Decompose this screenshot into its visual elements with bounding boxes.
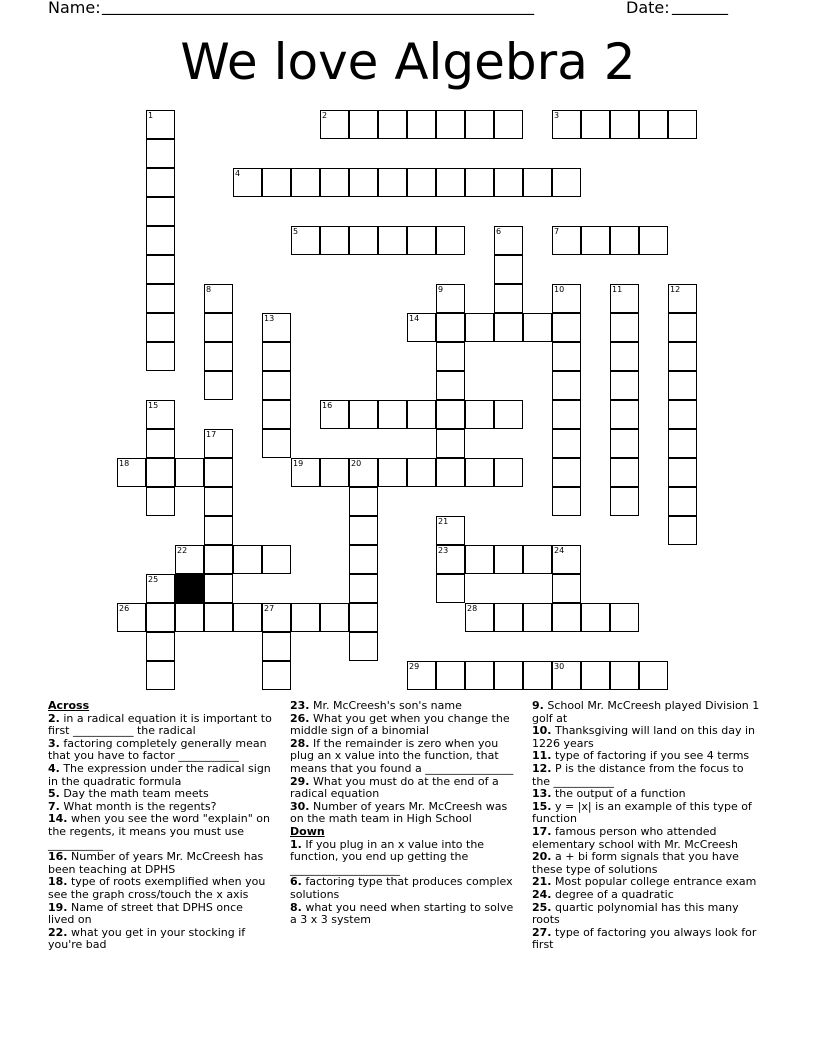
clue-text: type of factoring you always look for first	[532, 925, 757, 952]
clue-number-label: 4.	[48, 761, 60, 775]
crossword-cell[interactable]	[552, 429, 581, 458]
crossword-cell[interactable]	[436, 574, 465, 603]
crossword-cell[interactable]	[262, 603, 291, 632]
clue-number: 2	[322, 111, 328, 120]
crossword-cell[interactable]	[552, 284, 581, 313]
clue-item	[290, 902, 516, 927]
crossword-cell[interactable]	[610, 313, 639, 342]
crossword-cell[interactable]	[349, 226, 378, 255]
clue-item	[48, 763, 272, 788]
clue-number: 14	[409, 314, 420, 323]
clue-text: Number of years Mr. McCreesh was on the math team in High School	[290, 799, 508, 826]
crossword-cell[interactable]	[436, 429, 465, 458]
crossword-cell[interactable]	[552, 545, 581, 574]
crossword-cell[interactable]	[378, 110, 407, 139]
crossword-cell[interactable]	[117, 603, 146, 632]
crossword-cell[interactable]	[494, 226, 523, 255]
crossword-cell[interactable]	[146, 632, 175, 661]
clue-item	[48, 738, 272, 763]
clue-item	[532, 902, 764, 927]
crossword-cell[interactable]	[291, 226, 320, 255]
clue-number-label: 25.	[532, 900, 552, 914]
crossword-cell[interactable]	[407, 400, 436, 429]
clue-text: Day the math team meets	[59, 787, 209, 801]
crossword-cell[interactable]	[668, 429, 697, 458]
crossword-cell[interactable]	[581, 110, 610, 139]
clue-number: 8	[206, 285, 212, 294]
crossword-cell[interactable]	[233, 168, 262, 197]
clue-number: 22	[177, 546, 188, 555]
crossword-cell[interactable]	[320, 400, 349, 429]
clue-number: 30	[554, 662, 565, 671]
crossword-cell[interactable]	[204, 487, 233, 516]
crossword-cell[interactable]	[610, 400, 639, 429]
crossword-cell[interactable]	[581, 661, 610, 690]
clue-item	[48, 851, 272, 876]
crossword-cell[interactable]	[378, 168, 407, 197]
crossword-cell[interactable]	[552, 661, 581, 690]
crossword-cell[interactable]	[465, 545, 494, 574]
clue-item	[532, 927, 764, 952]
crossword-cell[interactable]	[494, 458, 523, 487]
crossword-cell[interactable]	[465, 110, 494, 139]
crossword-cell[interactable]	[494, 313, 523, 342]
crossword-cell[interactable]	[552, 110, 581, 139]
crossword-cell[interactable]	[523, 603, 552, 632]
clue-text: what you need when starting to solve a 3 x 3 system	[290, 900, 514, 927]
crossword-cell[interactable]	[349, 632, 378, 661]
crossword-cell[interactable]	[146, 226, 175, 255]
clue-item	[290, 776, 516, 801]
crossword-cell[interactable]	[349, 603, 378, 632]
crossword-cell[interactable]	[349, 516, 378, 545]
crossword-cell[interactable]	[204, 371, 233, 400]
clue-number-label: 20.	[532, 850, 552, 864]
name-label: Name:	[48, 0, 101, 17]
clue-text: The expression under the radical sign in the quadratic formula	[48, 761, 271, 788]
clue-number: 29	[409, 662, 420, 671]
crossword-cell[interactable]	[494, 255, 523, 284]
crossword-cell[interactable]	[320, 226, 349, 255]
crossword-cell[interactable]	[291, 603, 320, 632]
crossword-cell[interactable]	[668, 284, 697, 313]
crossword-cell[interactable]	[291, 168, 320, 197]
crossword-cell[interactable]	[146, 458, 175, 487]
clue-item	[48, 876, 272, 901]
crossword-cell[interactable]	[523, 661, 552, 690]
crossword-cell[interactable]	[320, 458, 349, 487]
crossword-cell[interactable]	[204, 284, 233, 313]
crossword-cell[interactable]	[349, 574, 378, 603]
crossword-cell[interactable]	[262, 342, 291, 371]
crossword-cell[interactable]	[581, 603, 610, 632]
crossword-cell[interactable]	[407, 110, 436, 139]
clue-item	[290, 713, 516, 738]
clue-number: 24	[554, 546, 565, 555]
clue-number-label: 22.	[48, 925, 68, 939]
clue-number-label: 2.	[48, 711, 60, 725]
clue-number: 18	[119, 459, 130, 468]
crossword-cell[interactable]	[262, 632, 291, 661]
crossword-cell[interactable]	[668, 516, 697, 545]
crossword-cell[interactable]	[668, 400, 697, 429]
crossword-cell[interactable]	[146, 603, 175, 632]
clue-text: Most popular college entrance exam	[551, 875, 757, 889]
clue-number-label: 15.	[532, 799, 552, 813]
clue-number: 15	[148, 401, 159, 410]
clue-text: P is the distance from the focus to the ___________	[532, 761, 744, 788]
clue-number-label: 10.	[532, 724, 552, 738]
crossword-cell[interactable]	[407, 458, 436, 487]
crossword-cell[interactable]	[407, 168, 436, 197]
clue-number-label: 23.	[290, 699, 310, 712]
crossword-cell[interactable]	[494, 545, 523, 574]
clue-number: 10	[554, 285, 565, 294]
clue-item	[290, 738, 516, 776]
crossword-cell[interactable]	[204, 574, 233, 603]
clue-number-label: 6.	[290, 875, 302, 889]
crossword-cell[interactable]	[610, 458, 639, 487]
crossword-cell[interactable]	[204, 603, 233, 632]
crossword-cell[interactable]	[494, 661, 523, 690]
crossword-cell[interactable]	[668, 110, 697, 139]
clue-number-label: 26.	[290, 711, 310, 725]
clue-item	[48, 713, 272, 738]
crossword-cell[interactable]	[204, 342, 233, 371]
crossword-cell[interactable]	[204, 313, 233, 342]
crossword-cell[interactable]	[407, 226, 436, 255]
crossword-cell[interactable]	[552, 487, 581, 516]
clue-text: what you get in your stocking if you're bad	[48, 925, 246, 952]
crossword-cell[interactable]	[407, 313, 436, 342]
crossword-cell[interactable]	[552, 603, 581, 632]
name-field[interactable]: ______________________________________________________	[102, 0, 534, 15]
clues-column-1	[48, 700, 272, 952]
crossword-cell[interactable]	[146, 400, 175, 429]
clues-column-2	[290, 700, 516, 927]
crossword-cell[interactable]	[639, 110, 668, 139]
crossword-cell[interactable]	[668, 342, 697, 371]
clue-text: in a radical equation it is important to first ___________ the radical	[48, 711, 272, 738]
crossword-cell[interactable]	[436, 400, 465, 429]
crossword-cell[interactable]	[465, 458, 494, 487]
crossword-cell[interactable]	[552, 371, 581, 400]
clue-item	[532, 851, 764, 876]
clue-text: If you plug in an x value into the function, you end up getting the ____________________	[290, 837, 485, 876]
clue-text: type of factoring if you see 4 terms	[551, 749, 750, 763]
clue-number-label: 21.	[532, 875, 552, 889]
clue-section-header: Across	[48, 699, 90, 712]
clue-item	[48, 813, 272, 851]
crossword-cell[interactable]	[436, 226, 465, 255]
clue-number: 19	[293, 459, 304, 468]
crossword-cell[interactable]	[610, 661, 639, 690]
crossword-cell[interactable]	[668, 371, 697, 400]
clue-text: quartic polynomial has this many roots	[532, 900, 739, 927]
clue-text: degree of a quadratic	[551, 887, 674, 901]
clue-number-label: 18.	[48, 875, 68, 889]
crossword-cell[interactable]	[523, 168, 552, 197]
clue-text: a + bi form signals that you have these type of solutions	[532, 850, 739, 876]
clue-number: 9	[438, 285, 444, 294]
crossword-cell[interactable]	[552, 342, 581, 371]
clue-item	[48, 902, 272, 927]
crossword-cell[interactable]	[436, 313, 465, 342]
crossword-cell[interactable]	[494, 284, 523, 313]
crossword-cell[interactable]	[668, 487, 697, 516]
clue-number: 12	[670, 285, 681, 294]
crossword-cell[interactable]	[610, 603, 639, 632]
crossword-cell[interactable]	[610, 110, 639, 139]
crossword-cell[interactable]	[320, 603, 349, 632]
crossword-cell[interactable]	[552, 313, 581, 342]
crossword-cell[interactable]	[436, 110, 465, 139]
crossword-cell[interactable]	[146, 197, 175, 226]
crossword-cell[interactable]	[146, 487, 175, 516]
clue-text: Mr. McCreesh's son's name	[309, 699, 462, 712]
clue-item	[290, 801, 516, 826]
crossword-cell[interactable]	[146, 284, 175, 313]
clue-text: factoring completely generally mean that you have to factor ___________	[48, 736, 267, 763]
crossword-cell[interactable]	[146, 110, 175, 139]
crossword-cell[interactable]	[349, 458, 378, 487]
crossword-cell[interactable]	[494, 168, 523, 197]
crossword-cell[interactable]	[233, 603, 262, 632]
clue-number-label: 30.	[290, 799, 310, 813]
clue-number: 16	[322, 401, 333, 410]
clue-number: 25	[148, 575, 159, 584]
clue-number-label: 11.	[532, 749, 552, 763]
crossword-cell[interactable]	[146, 313, 175, 342]
clue-number: 5	[293, 227, 299, 236]
clue-number-label: 13.	[532, 787, 552, 801]
crossword-cell[interactable]	[175, 603, 204, 632]
crossword-cell[interactable]	[610, 226, 639, 255]
crossword-cell[interactable]	[378, 400, 407, 429]
clue-number: 11	[612, 285, 623, 294]
crossword-cell[interactable]	[436, 516, 465, 545]
crossword-cell[interactable]	[668, 313, 697, 342]
crossword-cell[interactable]	[610, 284, 639, 313]
clue-number: 21	[438, 517, 449, 526]
crossword-cell[interactable]	[204, 458, 233, 487]
crossword-cell[interactable]	[552, 458, 581, 487]
clue-number-label: 7.	[48, 799, 60, 813]
clue-text: Thanksgiving will land on this day in 1226 years	[532, 724, 755, 750]
crossword-cell[interactable]	[349, 110, 378, 139]
date-label: Date:	[626, 0, 670, 17]
crossword-cell[interactable]	[639, 226, 668, 255]
crossword-cell[interactable]	[349, 400, 378, 429]
crossword-cell[interactable]	[146, 429, 175, 458]
clue-number: 17	[206, 430, 217, 439]
clue-number-label: 14.	[48, 812, 68, 826]
clue-number-label: 8.	[290, 900, 302, 914]
crossword-cell[interactable]	[146, 139, 175, 168]
clue-number: 26	[119, 604, 130, 613]
crossword-cell[interactable]	[494, 110, 523, 139]
crossword-cell[interactable]	[320, 168, 349, 197]
crossword-cell[interactable]	[465, 603, 494, 632]
clue-text: y = |x| is an example of this type of function	[532, 799, 752, 826]
crossword-cell[interactable]	[262, 313, 291, 342]
crossword-cell[interactable]	[349, 545, 378, 574]
crossword-cell[interactable]	[204, 545, 233, 574]
crossword-cell[interactable]	[436, 342, 465, 371]
clue-item	[290, 839, 516, 877]
crossword-cell[interactable]	[349, 487, 378, 516]
clue-item	[48, 927, 272, 952]
clue-item	[532, 763, 764, 788]
clue-number-label: 16.	[48, 850, 68, 864]
crossword-cell[interactable]	[175, 458, 204, 487]
crossword-cell[interactable]	[262, 371, 291, 400]
crossword-cell[interactable]	[320, 110, 349, 139]
crossword-cell[interactable]	[204, 429, 233, 458]
crossword-cell[interactable]	[291, 458, 320, 487]
clue-text: when you see the word "explain" on the regents, it means you must use __________	[48, 812, 270, 851]
clue-item	[532, 801, 764, 826]
crossword-cell[interactable]	[262, 661, 291, 690]
crossword-cell[interactable]	[436, 168, 465, 197]
crossword-cell[interactable]	[465, 661, 494, 690]
crossword-cell[interactable]	[465, 168, 494, 197]
clue-number: 4	[235, 169, 241, 178]
crossword-cell[interactable]	[668, 458, 697, 487]
page-title: We love Algebra 2	[180, 33, 636, 91]
crossword-cell[interactable]	[262, 400, 291, 429]
crossword-cell[interactable]	[552, 574, 581, 603]
clue-number-label: 29.	[290, 774, 310, 788]
crossword-cell[interactable]	[146, 255, 175, 284]
clue-item	[290, 876, 516, 901]
crossword-cell[interactable]	[349, 168, 378, 197]
clue-number: 28	[467, 604, 478, 613]
crossword-cell[interactable]	[523, 313, 552, 342]
crossword-cell[interactable]	[436, 284, 465, 313]
clue-text: Name of street that DPHS once lived on	[48, 900, 243, 927]
crossword-cell[interactable]	[610, 429, 639, 458]
crossword-cell[interactable]	[436, 545, 465, 574]
clue-text: School Mr. McCreesh played Division 1 golf at	[532, 699, 760, 725]
clue-number-label: 19.	[48, 900, 68, 914]
clues-column-3	[532, 700, 764, 952]
clue-number-label: 1.	[290, 837, 302, 851]
crossword-cell[interactable]	[262, 545, 291, 574]
clue-number-label: 27.	[532, 925, 552, 939]
crossword-cell[interactable]	[639, 661, 668, 690]
crossword-cell[interactable]	[494, 603, 523, 632]
crossword-cell[interactable]	[552, 226, 581, 255]
crossword-cell[interactable]	[465, 400, 494, 429]
clue-number-label: 9.	[532, 699, 544, 712]
clue-item	[532, 725, 764, 750]
clue-number-label: 3.	[48, 736, 60, 750]
clue-number: 13	[264, 314, 275, 323]
crossword-cell[interactable]	[378, 226, 407, 255]
crossword-cell[interactable]	[407, 661, 436, 690]
clue-text: What month is the regents?	[59, 799, 217, 813]
clue-number: 3	[554, 111, 560, 120]
clue-number: 7	[554, 227, 560, 236]
crossword-cell[interactable]	[436, 371, 465, 400]
crossword-cell[interactable]	[262, 168, 291, 197]
clue-number: 23	[438, 546, 449, 555]
crossword-cell[interactable]	[117, 458, 146, 487]
clue-number-label: 12.	[532, 761, 552, 775]
crossword-cell[interactable]	[146, 342, 175, 371]
clue-item	[532, 700, 764, 725]
clue-number: 20	[351, 459, 362, 468]
clue-number: 6	[496, 227, 502, 236]
crossword-cell[interactable]	[262, 429, 291, 458]
crossword-cell[interactable]	[465, 313, 494, 342]
clue-text: What you get when you change the middle sign of a binomial	[290, 711, 510, 738]
crossword-cell[interactable]	[436, 458, 465, 487]
crossword-cell[interactable]	[552, 168, 581, 197]
clue-text: the output of a function	[551, 787, 686, 801]
black-square	[175, 574, 204, 603]
crossword-cell[interactable]	[552, 400, 581, 429]
clue-number-label: 5.	[48, 787, 60, 801]
clue-item	[532, 826, 764, 851]
crossword-cell[interactable]	[436, 661, 465, 690]
crossword-cell[interactable]	[146, 574, 175, 603]
clue-number-label: 17.	[532, 824, 552, 838]
clue-text: If the remainder is zero when you plug an x value into the function, that means that you found a ________________	[290, 736, 514, 775]
crossword-cell[interactable]	[146, 168, 175, 197]
crossword-cell[interactable]	[610, 342, 639, 371]
crossword-cell[interactable]	[378, 458, 407, 487]
crossword-cell[interactable]	[523, 545, 552, 574]
crossword-cell[interactable]	[581, 226, 610, 255]
crossword-cell[interactable]	[610, 487, 639, 516]
clue-text: What you must do at the end of a radical equation	[290, 774, 499, 801]
crossword-cell[interactable]	[494, 400, 523, 429]
clue-section-header: Down	[290, 824, 325, 838]
clue-number-label: 24.	[532, 887, 552, 901]
clue-text: factoring type that produces complex solutions	[290, 875, 513, 901]
clue-number-label: 28.	[290, 736, 310, 750]
crossword-cell[interactable]	[204, 516, 233, 545]
clue-text: famous person who attended elementary school with Mr. McCreesh	[532, 824, 738, 851]
clue-text: Number of years Mr. McCreesh has been teaching at DPHS	[48, 850, 264, 876]
crossword-cell[interactable]	[610, 371, 639, 400]
clue-number: 1	[148, 111, 154, 120]
date-field[interactable]: _______	[672, 0, 728, 15]
crossword-cell[interactable]	[175, 545, 204, 574]
clue-number: 27	[264, 604, 275, 613]
crossword-cell[interactable]	[233, 545, 262, 574]
clue-text: type of roots exemplified when you see the graph cross/touch the x axis	[48, 875, 266, 901]
crossword-cell[interactable]	[146, 661, 175, 690]
